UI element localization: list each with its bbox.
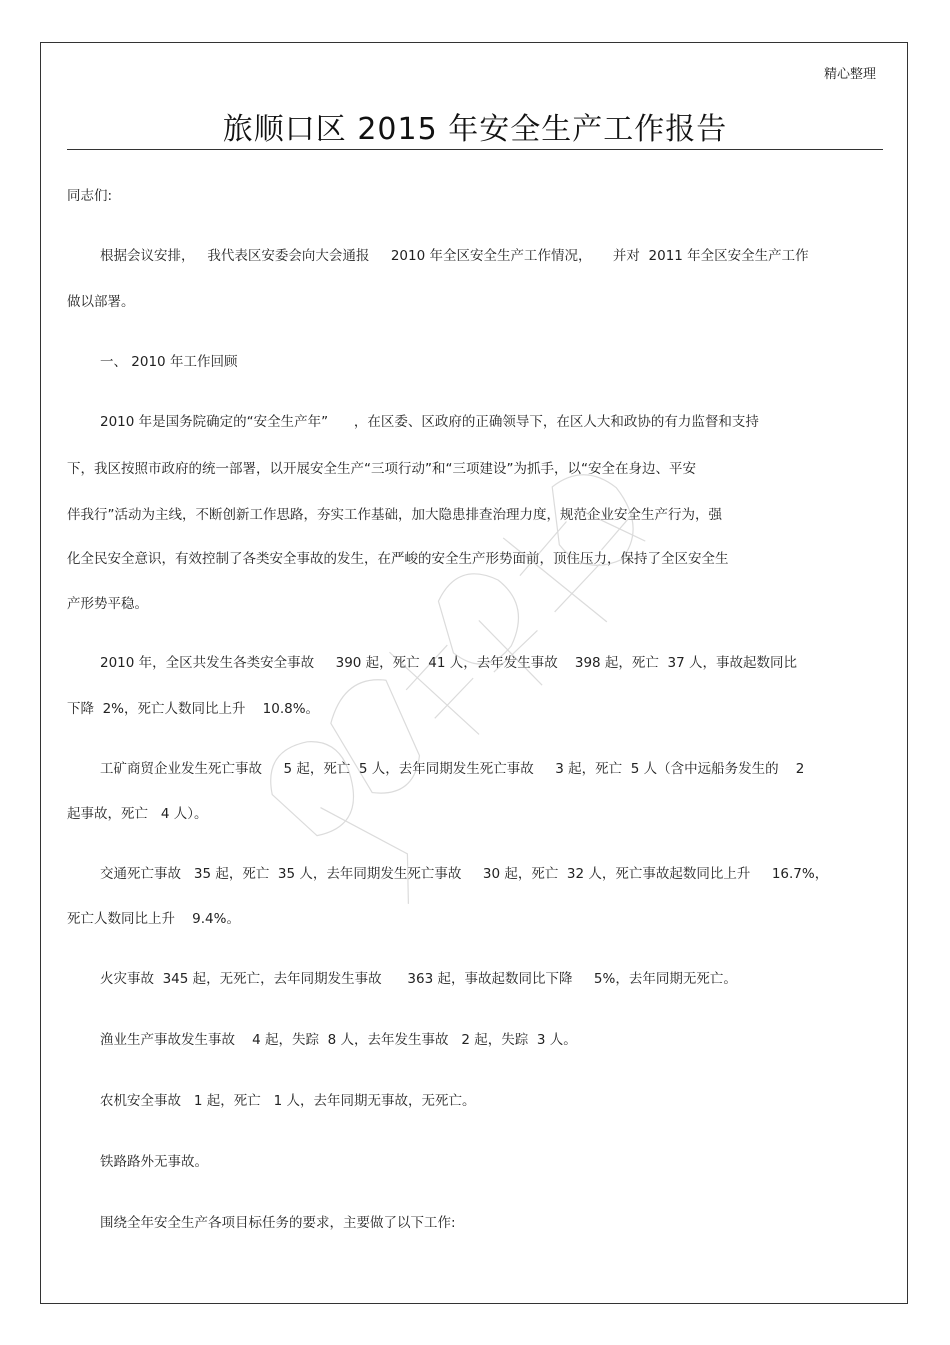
document-title: 旅顺口区 2015 年安全生产工作报告 [222,112,728,147]
paragraph-line: 下，我区按照市政府的统一部署，以开展安全生产“三项行动”和“三项建设”为抓手，以“安全在身边、平安 [67,461,696,477]
title-rule [67,149,883,150]
paragraph-line: 农机安全事故 1 起，死亡 1 人，去年同期无事故，无死亡。 [100,1093,476,1109]
paragraph-line: 铁路路外无事故。 [100,1154,208,1170]
paragraph-line: 2010 年，全区共发生各类安全事故 390 起，死亡 41 人，去年发生事故 398 起，死亡 37 人，事故起数同比 [100,655,797,671]
paragraph-line: 起事故，死亡 4 人）。 [67,806,208,822]
salutation: 同志们: [67,188,113,204]
paragraph-line: 交通死亡事故 35 起，死亡 35 人，去年同期发生死亡事故 30 起，死亡 32 人，死亡事故起数同比上升 16.7%， [100,866,829,882]
watermark-stamp [190,370,810,990]
section-heading: 一、 2010 年工作回顾 [100,354,238,370]
paragraph-line: 根据会议安排， 我代表区安委会向大会通报 2010 年全区安全生产工作情况， 并对 2011 年全区安全生产工作 [100,248,809,264]
paragraph-line: 渔业生产事故发生事故 4 起，失踪 8 人，去年发生事故 2 起，失踪 3 人。 [100,1032,577,1048]
paragraph-line: 化全民安全意识，有效控制了各类安全事故的发生，在严峻的安全生产形势面前，顶住压力，保持了全区安全生 [67,551,729,567]
paragraph-line: 2010 年是国务院确定的“安全生产年” ，在区委、区政府的正确领导下，在区人大和政协的有力监督和支持 [100,414,759,430]
header-note: 精心整理 [823,67,876,82]
paragraph-line: 死亡人数同比上升 9.4%。 [67,911,240,927]
paragraph-line: 做以部署。 [67,294,135,310]
paragraph-line: 围绕全年安全生产各项目标任务的要求，主要做了以下工作: [100,1215,456,1231]
paragraph-line: 伴我行”活动为主线，不断创新工作思路，夯实工作基础，加大隐患排查治理力度，规范企业安全生产行为，强 [67,507,722,523]
paragraph-line: 火灾事故 345 起，无死亡，去年同期发生事故 363 起，事故起数同比下降 5%，去年同期无死亡。 [100,971,737,987]
paragraph-line: 工矿商贸企业发生死亡事故 5 起，死亡 5 人，去年同期发生死亡事故 3 起，死亡 5 人（含中远船务发生的 2 [100,761,805,777]
paragraph-line: 产形势平稳。 [67,596,148,612]
paragraph-line: 下降 2%，死亡人数同比上升 10.8%。 [67,701,320,717]
